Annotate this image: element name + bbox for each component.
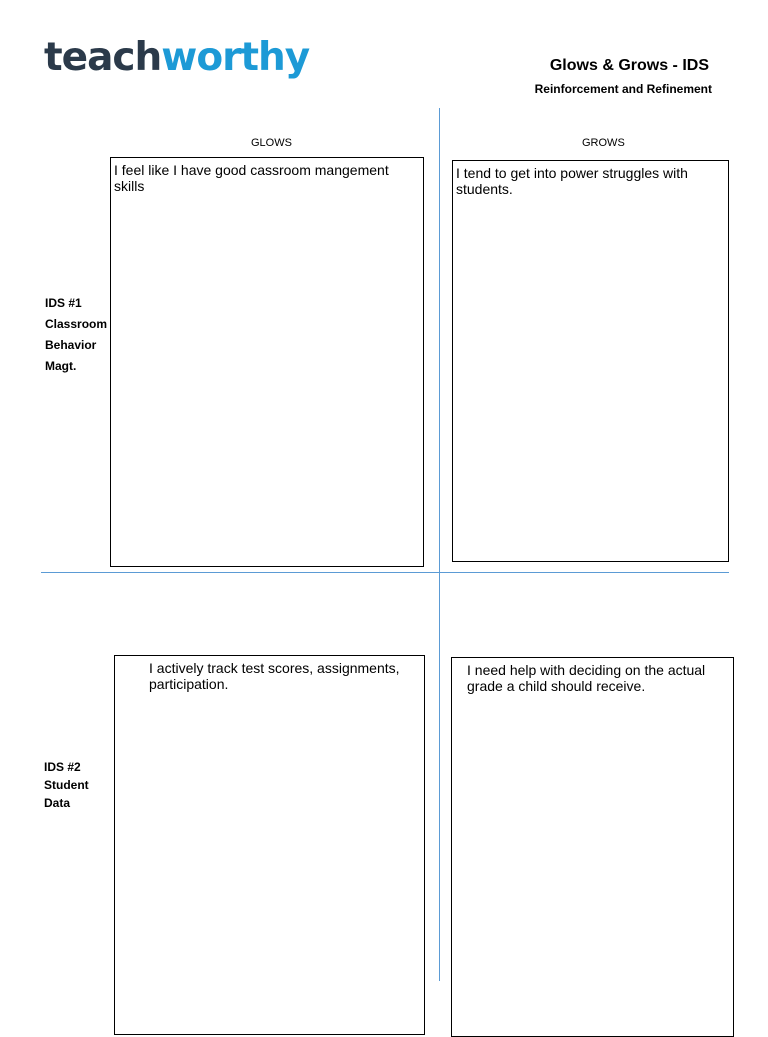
document-title: Glows & Grows - IDS — [549, 57, 709, 74]
grows-column-header: GROWS — [582, 137, 625, 149]
grows-box-ids-2[interactable] — [451, 657, 734, 1037]
glows-text-ids-1[interactable]: I feel like I have good cassroom mangement skills — [114, 162, 389, 194]
logo-text-worthy: worthy — [161, 35, 310, 80]
document-subtitle: Reinforcement and Refinement — [534, 82, 712, 96]
grows-text-ids-1[interactable]: I tend to get into power struggles with students. — [456, 165, 688, 197]
row-label-ids-2: IDS #2 Student Data — [44, 760, 89, 810]
glows-box-ids-2[interactable] — [114, 655, 425, 1035]
vertical-divider — [439, 108, 440, 981]
grows-text-ids-2[interactable]: I need help with deciding on the actual grade a child should receive. — [467, 662, 706, 694]
grows-box-ids-1[interactable] — [452, 160, 729, 562]
row-label-ids-1: IDS #1 Classroom Behavior Magt. — [45, 296, 108, 373]
logo-text-teach: teach — [44, 35, 162, 80]
glows-box-ids-1[interactable] — [110, 157, 424, 567]
glows-text-ids-2[interactable]: I actively track test scores, assignments, participation. — [149, 660, 400, 692]
glows-column-header: GLOWS — [251, 137, 292, 149]
teachworthy-logo — [44, 35, 310, 80]
horizontal-divider — [41, 572, 729, 573]
